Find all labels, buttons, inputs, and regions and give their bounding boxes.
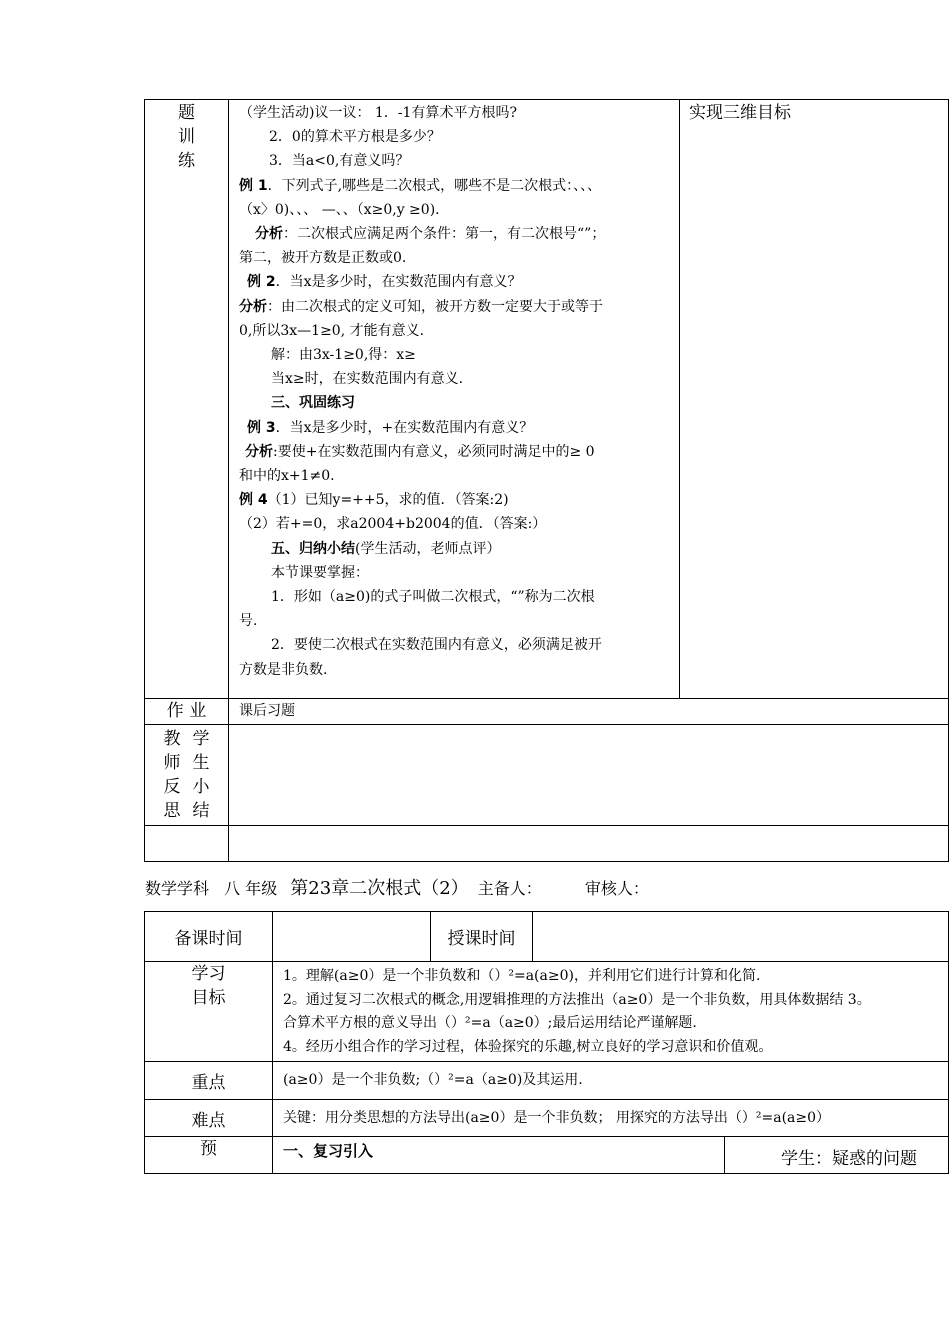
content-line	[239, 174, 679, 198]
bold-label: 例 3	[247, 419, 276, 436]
label-char: 生	[192, 753, 210, 773]
line-text: （2）若+=0，求a2004+b2004的值．（答案:）	[239, 516, 547, 533]
preview-row-cell	[273, 1137, 949, 1174]
line-text: 本节课要掌握：	[271, 564, 369, 581]
homework-label-cell	[145, 699, 229, 725]
goal-item: 2。通过复习二次根式的概念,用逻辑推理的方法推出（a≥0）是一个非负数，用具体数据结 3。	[283, 991, 871, 1008]
teach-time-label: 授课时间	[447, 929, 516, 949]
homework-label: 作 业	[166, 701, 207, 721]
exercise-content	[229, 100, 679, 682]
preview-label: 预	[200, 1139, 217, 1159]
bold-label: 五、归纳小结	[271, 540, 355, 557]
line-text: 方数是非负数.	[239, 661, 328, 678]
line-text: 号.	[239, 613, 258, 630]
bold-label: 分析	[245, 443, 273, 460]
content-line	[239, 585, 679, 609]
chapter-title: 第23章二次根式（2）	[290, 878, 469, 899]
student-questions: 学生：疑惑的问题	[781, 1149, 917, 1169]
subject: 数学学科	[145, 879, 210, 898]
line-text: (学生活动，老师点评）	[355, 540, 501, 557]
teach-time-value-cell	[533, 912, 949, 962]
reflection-label-cell	[145, 725, 229, 826]
label-char: 思	[163, 801, 181, 821]
label-char: 教	[163, 729, 181, 749]
label-line: 目标	[191, 988, 226, 1008]
label-char: 学	[192, 729, 210, 749]
line-text: 解：由3x-1≥0,得：x≥	[271, 347, 416, 364]
content-line	[239, 270, 679, 294]
goal-item: 合算术平方根的意义导出（）²=a（a≥0）;最后运用结论严谨解题.	[283, 1015, 697, 1031]
content-line	[239, 537, 679, 561]
preview-row	[273, 1137, 948, 1173]
line-text: （学生活动)议一议： 1．-1有算术平方根吗?	[239, 105, 517, 121]
content-line	[239, 367, 679, 391]
label-char: 训	[178, 127, 195, 147]
bold-label: 三、巩固练习	[271, 395, 355, 412]
label-char: 小	[192, 777, 210, 797]
exercise-label	[145, 101, 228, 173]
bold-label: 分析	[255, 226, 283, 243]
prep-time-value-cell	[273, 912, 431, 962]
lesson-header	[145, 874, 649, 900]
goals-value-cell	[273, 962, 949, 1062]
goals-label	[145, 962, 272, 1010]
key-label-cell	[145, 1062, 273, 1100]
content-line	[239, 246, 679, 270]
line-text: ．下列式子,哪些是二次根式，哪些不是二次根式：、、、	[267, 177, 602, 194]
content-line	[239, 101, 679, 125]
line-text: 2．0的算术平方根是多少？	[269, 129, 441, 146]
reflection-value-cell	[229, 725, 949, 826]
content-line	[239, 609, 679, 633]
difficult-value: 关键：用分类思想的方法导出(a≥0）是一个非负数； 用探究的方法导出（）²=a(a≥0）	[283, 1109, 831, 1126]
bold-label: 例 1	[239, 177, 268, 194]
label-char: 练	[178, 151, 195, 171]
homework-value-cell	[229, 699, 949, 725]
goals-text: 实现三维目标	[689, 103, 791, 123]
label-char: 师	[163, 753, 181, 773]
content-line	[239, 391, 679, 415]
content-line	[239, 464, 679, 488]
exercise-content-cell	[229, 100, 680, 699]
content-line	[239, 488, 679, 512]
content-line	[239, 222, 679, 246]
content-line	[239, 416, 679, 440]
line-text: 第二，被开方数是正数或0.	[239, 250, 407, 267]
label-char: 反	[163, 777, 181, 797]
key-value-cell	[273, 1062, 949, 1100]
key-value: (a≥0）是一个非负数;（）²=a（a≥0)及其运用.	[283, 1072, 583, 1089]
line-text: 3．当a<0,有意义吗？	[269, 153, 410, 170]
content-line	[239, 149, 679, 173]
label-char: 题	[178, 103, 195, 123]
bold-label: 例 2	[247, 274, 276, 291]
line-text: （x〉0)、、、 —、、（x≥0,y ≥0).	[239, 201, 440, 218]
lesson-table-1	[144, 99, 949, 862]
label-line: 学习	[191, 964, 226, 984]
teach-time-label-cell	[431, 912, 533, 962]
grade: 八 年级	[224, 879, 278, 898]
line-text: 0,所以3x—1≥0, 才能有意义.	[239, 322, 425, 339]
line-text: 和中的x+1≠0.	[239, 468, 335, 485]
goal-item: 1。理解(a≥0）是一个非负数和（）²=a(a≥0)，并利用它们进行计算和化简.	[283, 968, 761, 984]
bold-label: 分析	[239, 298, 267, 315]
bold-label: 例 4	[239, 492, 268, 509]
line-text: ．当x是多少时，在实数范围内有意义？	[275, 274, 522, 291]
difficult-label: 难点	[191, 1110, 226, 1131]
content-line	[239, 658, 679, 682]
key-label: 重点	[191, 1073, 226, 1093]
reviewer: 审核人：	[584, 879, 649, 898]
preview-label-cell	[145, 1137, 273, 1174]
line-text: :要使+在实数范围内有意义，必须同时满足中的≥ 0	[273, 443, 595, 460]
goals-list	[273, 962, 948, 1059]
content-line	[239, 319, 679, 343]
preparer: 主备人：	[477, 879, 542, 898]
content-line	[239, 198, 679, 222]
line-text: ．当x是多少时，+在实数范围内有意义？	[275, 419, 534, 436]
prep-time-label-cell	[145, 912, 273, 962]
goal-item: 4。经历小组合作的学习过程，体验探究的乐趣,树立良好的学习意识和价值观。	[283, 1038, 773, 1055]
reflection-label	[158, 727, 216, 823]
line-text: 1．形如（a≥0)的式子叫做二次根式，“”称为二次根	[271, 589, 595, 606]
homework-value: 课后习题	[239, 703, 295, 719]
line-text: 2．要使二次根式在实数范围内有意义，必须满足被开	[271, 637, 602, 654]
difficult-value-cell	[273, 1100, 949, 1137]
exercise-label-cell	[145, 100, 229, 699]
content-line	[239, 295, 679, 319]
empty-cell	[229, 826, 949, 862]
content-line	[239, 561, 679, 585]
line-text: ：二次根式应满足两个条件：第一，有二次根号“”；	[283, 226, 606, 243]
content-line	[239, 125, 679, 149]
lesson-table-2	[144, 911, 949, 1174]
line-text: ：由二次根式的定义可知，被开方数一定要大于或等于	[267, 298, 603, 315]
prep-time-label: 备课时间	[174, 929, 243, 949]
line-text: （1）已知y=++5，求的值．（答案:2)	[267, 492, 509, 509]
goals-label-cell	[145, 962, 273, 1062]
goals-cell	[680, 100, 949, 699]
content-line	[239, 633, 679, 657]
label-char: 结	[192, 801, 210, 821]
content-line	[239, 512, 679, 536]
content-line	[239, 343, 679, 367]
line-text: 当x≥时，在实数范围内有意义.	[271, 371, 464, 388]
empty-cell	[145, 826, 229, 862]
content-line	[239, 440, 679, 464]
difficult-label-cell	[145, 1100, 273, 1137]
preview-value: 一、复习引入	[273, 1137, 725, 1173]
